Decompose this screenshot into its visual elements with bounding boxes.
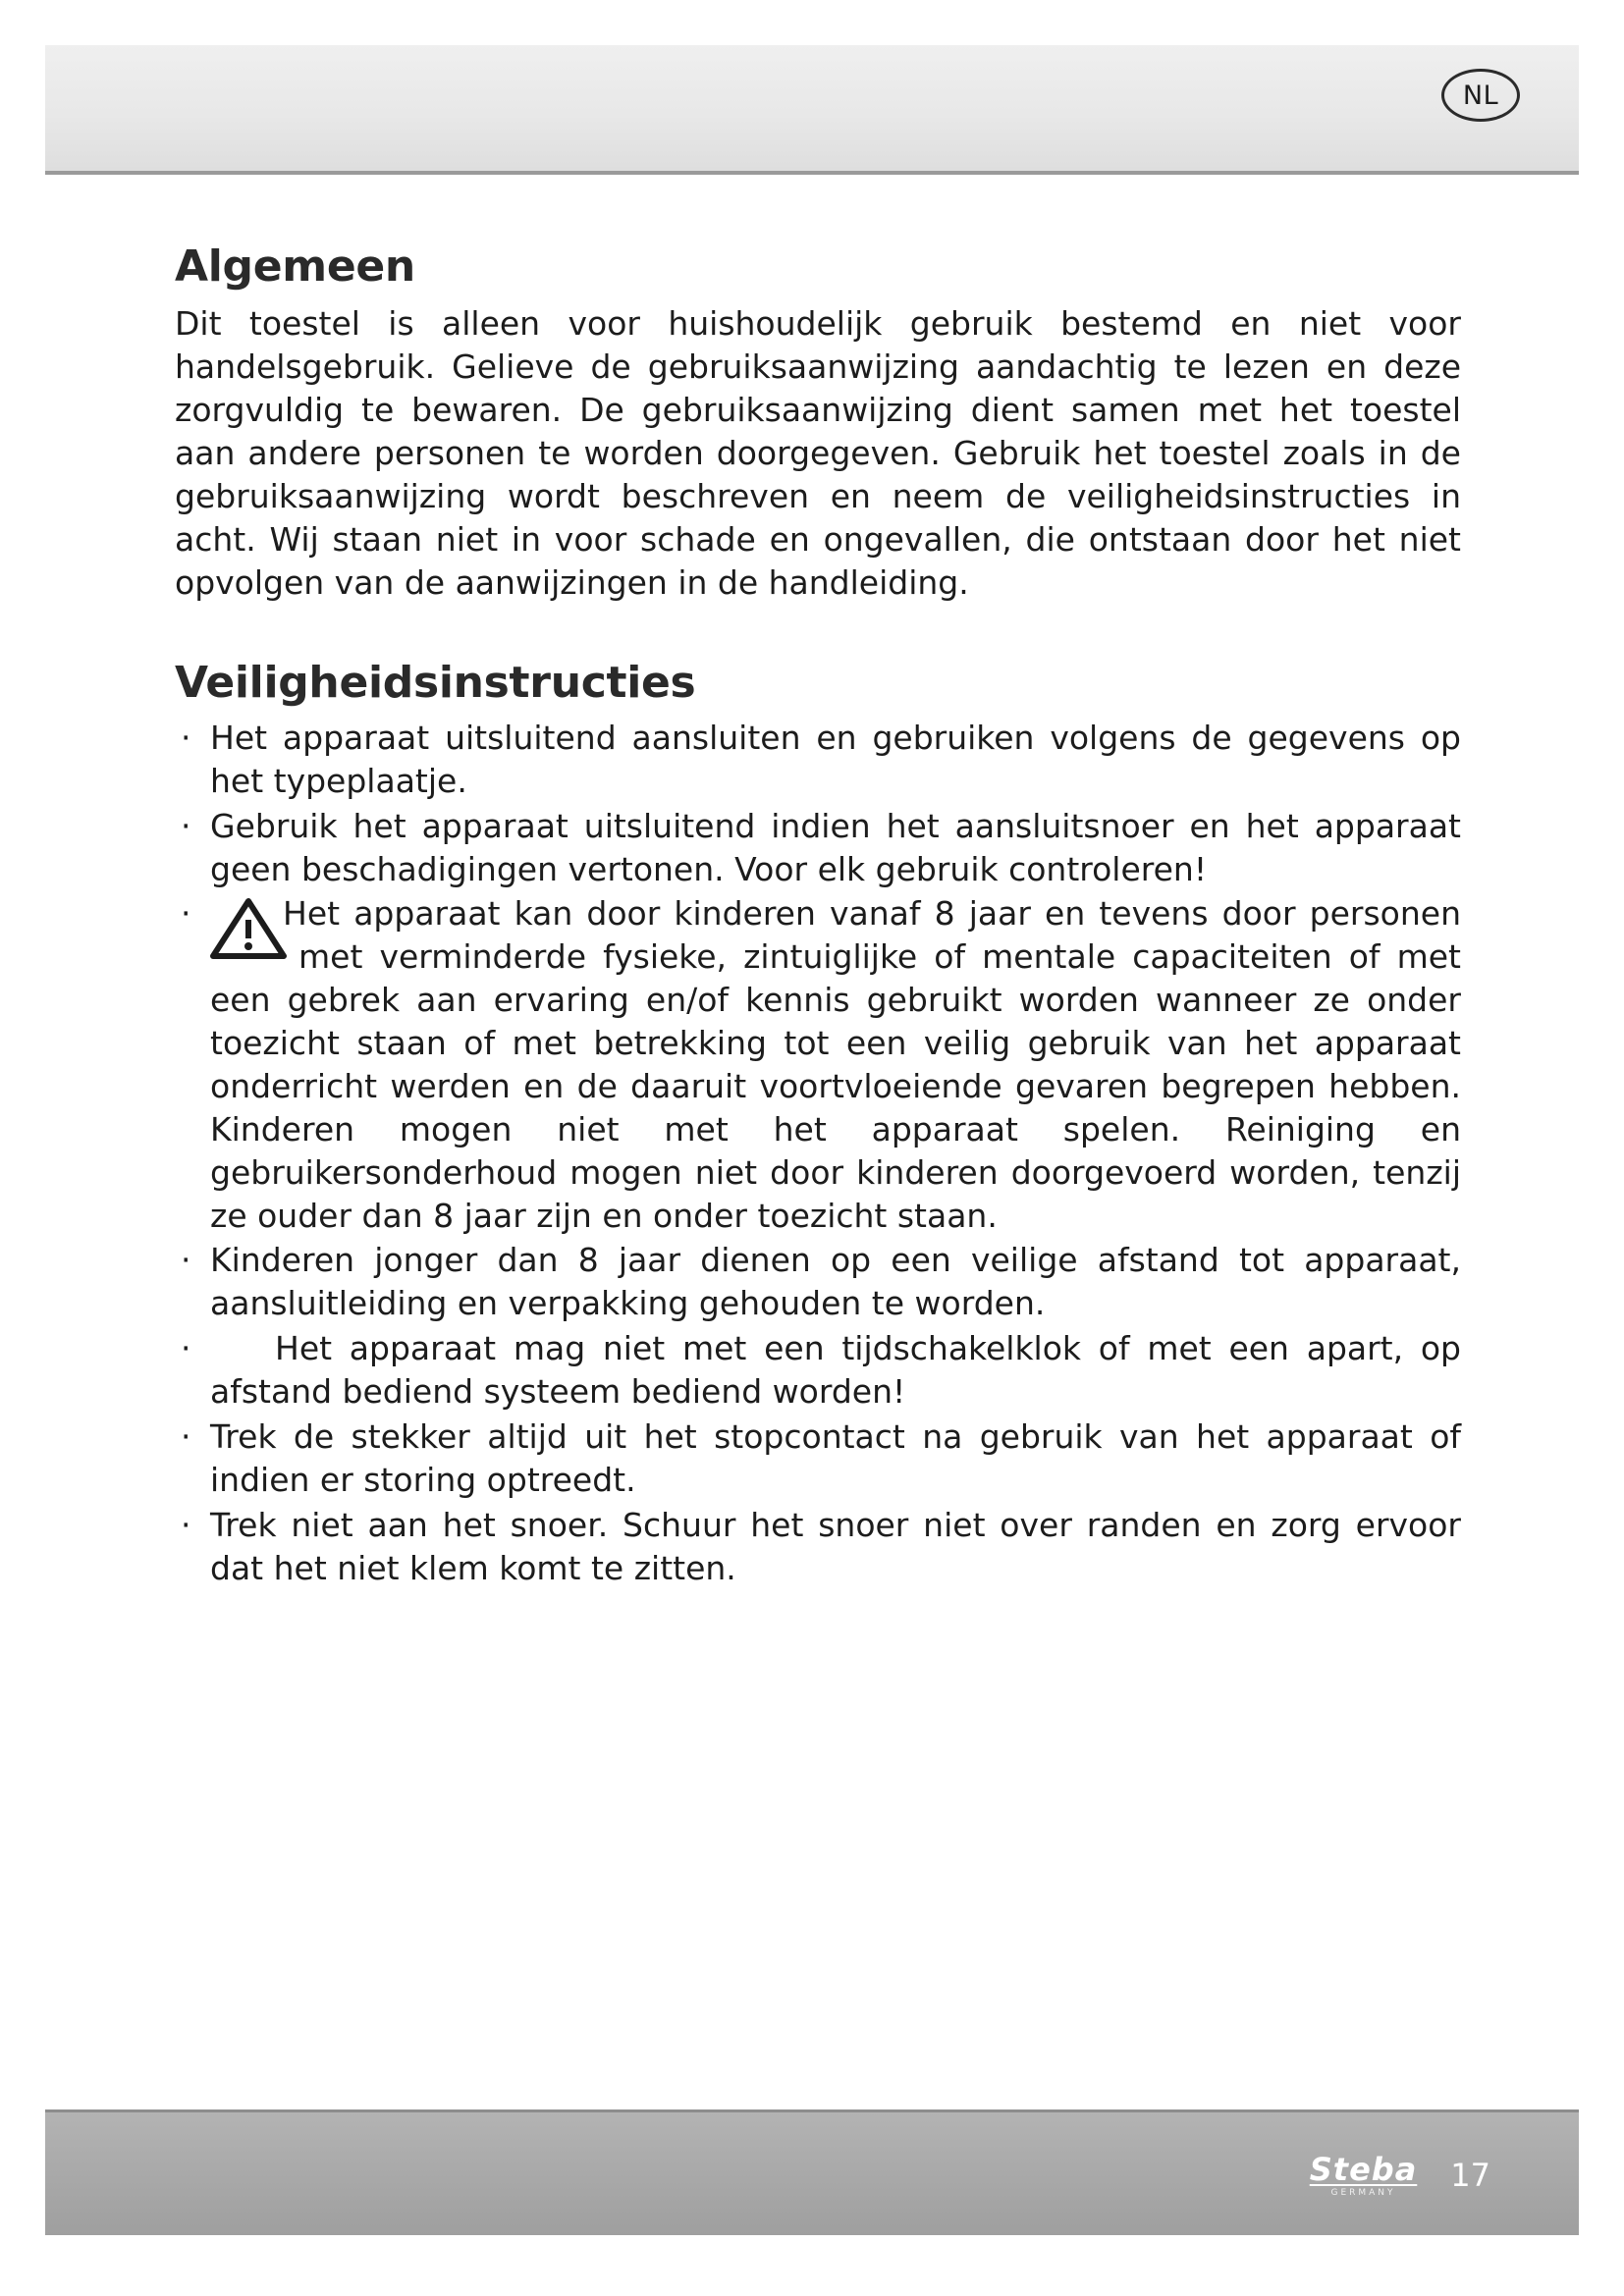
section-title-algemeen: Algemeen bbox=[175, 241, 415, 292]
brand-name: Steba bbox=[1309, 2150, 1418, 2188]
brand-logo bbox=[1309, 2150, 1418, 2198]
language-badge: NL bbox=[1441, 69, 1520, 122]
list-item bbox=[175, 1239, 1461, 1325]
bullet-marker: · bbox=[181, 718, 191, 757]
safety-instruction-list bbox=[175, 717, 1461, 1590]
list-item bbox=[175, 1504, 1461, 1590]
bullet-marker: · bbox=[181, 1329, 191, 1368]
page-header-band bbox=[45, 45, 1579, 175]
list-item bbox=[175, 1327, 1461, 1414]
page-number: 17 bbox=[1450, 2157, 1490, 2194]
footer-content bbox=[1310, 2112, 1490, 2238]
list-item-warning bbox=[175, 892, 1461, 1237]
list-item-text: Trek niet aan het snoer. Schuur het snoer niet over randen en zorg ervoor dat het niet klem komt te zitten. bbox=[210, 1505, 1461, 1587]
list-item-text: Gebruik het apparaat uitsluitend indien het aansluitsnoer en het apparaat geen beschadigingen vertonen. Voor elk gebruik controleren! bbox=[210, 806, 1461, 888]
bullet-marker: · bbox=[181, 806, 191, 845]
bullet-marker: · bbox=[181, 1241, 191, 1280]
list-item bbox=[175, 805, 1461, 891]
list-item-text: Het apparaat uitsluitend aansluiten en gebruiken volgens de gegevens op het typeplaatje. bbox=[210, 718, 1461, 800]
bullet-marker: · bbox=[181, 894, 191, 934]
list-item-text: Trek de stekker altijd uit het stopcontact na gebruik van het apparaat of indien er storing optreedt. bbox=[210, 1416, 1461, 1499]
page-footer-band bbox=[45, 2109, 1579, 2235]
list-item-text: Het apparaat kan door kinderen vanaf 8 jaar en tevens door personen met verminderde fysieke, zintuiglijke of mentale capaciteiten of met een gebrek aan ervaring en/of kennis gebruikt worden wanneer ze onder toezicht staan of met betrekking tot een veilig gebruik van het apparaat onderricht werden en de daaruit voortvloeiende gevaren begrepen hebben. Kinderen mogen niet met het apparaat spelen. Reiniging en gebruikersonderhoud mogen niet door kinderen doorgevoerd worden, tenzij ze ouder dan 8 jaar zijn en onder toezicht staan. bbox=[210, 894, 1461, 1235]
section-title-veiligheidsinstructies: Veiligheidsinstructies bbox=[175, 657, 696, 708]
list-item bbox=[175, 1415, 1461, 1502]
page-content bbox=[175, 243, 1461, 1591]
warning-triangle-icon bbox=[210, 898, 287, 959]
bullet-marker: · bbox=[181, 1416, 191, 1456]
list-item-text: Het apparaat mag niet met een tijdschakelklok of met een apart, op afstand bediend systeem bediend worden! bbox=[210, 1329, 1461, 1412]
brand-subtitle: GERMANY bbox=[1330, 2187, 1396, 2198]
list-item bbox=[175, 717, 1461, 803]
section-paragraph-algemeen: Dit toestel is alleen voor huishoudelijk gebruik bestemd en niet voor handelsgebruik. Gelieve de gebruiksaanwijzing aandachtig te lezen en deze zorgvuldig te bewaren. De gebruiksaanwijzing dient samen met het toestel aan andere personen te worden doorgegeven. Gebruik het toestel zoals in de gebruiksaanwijzing wordt beschreven en neem de veiligheidsinstructies in acht. Wij staan niet in voor schade en ongevallen, die ontstaan door het niet opvolgen van de aanwijzingen in de handleiding. bbox=[175, 304, 1461, 602]
list-item-text: Kinderen jonger dan 8 jaar dienen op een veilige afstand tot apparaat, aansluitleiding en verpakking gehouden te worden. bbox=[210, 1241, 1461, 1323]
bullet-marker: · bbox=[181, 1505, 191, 1544]
